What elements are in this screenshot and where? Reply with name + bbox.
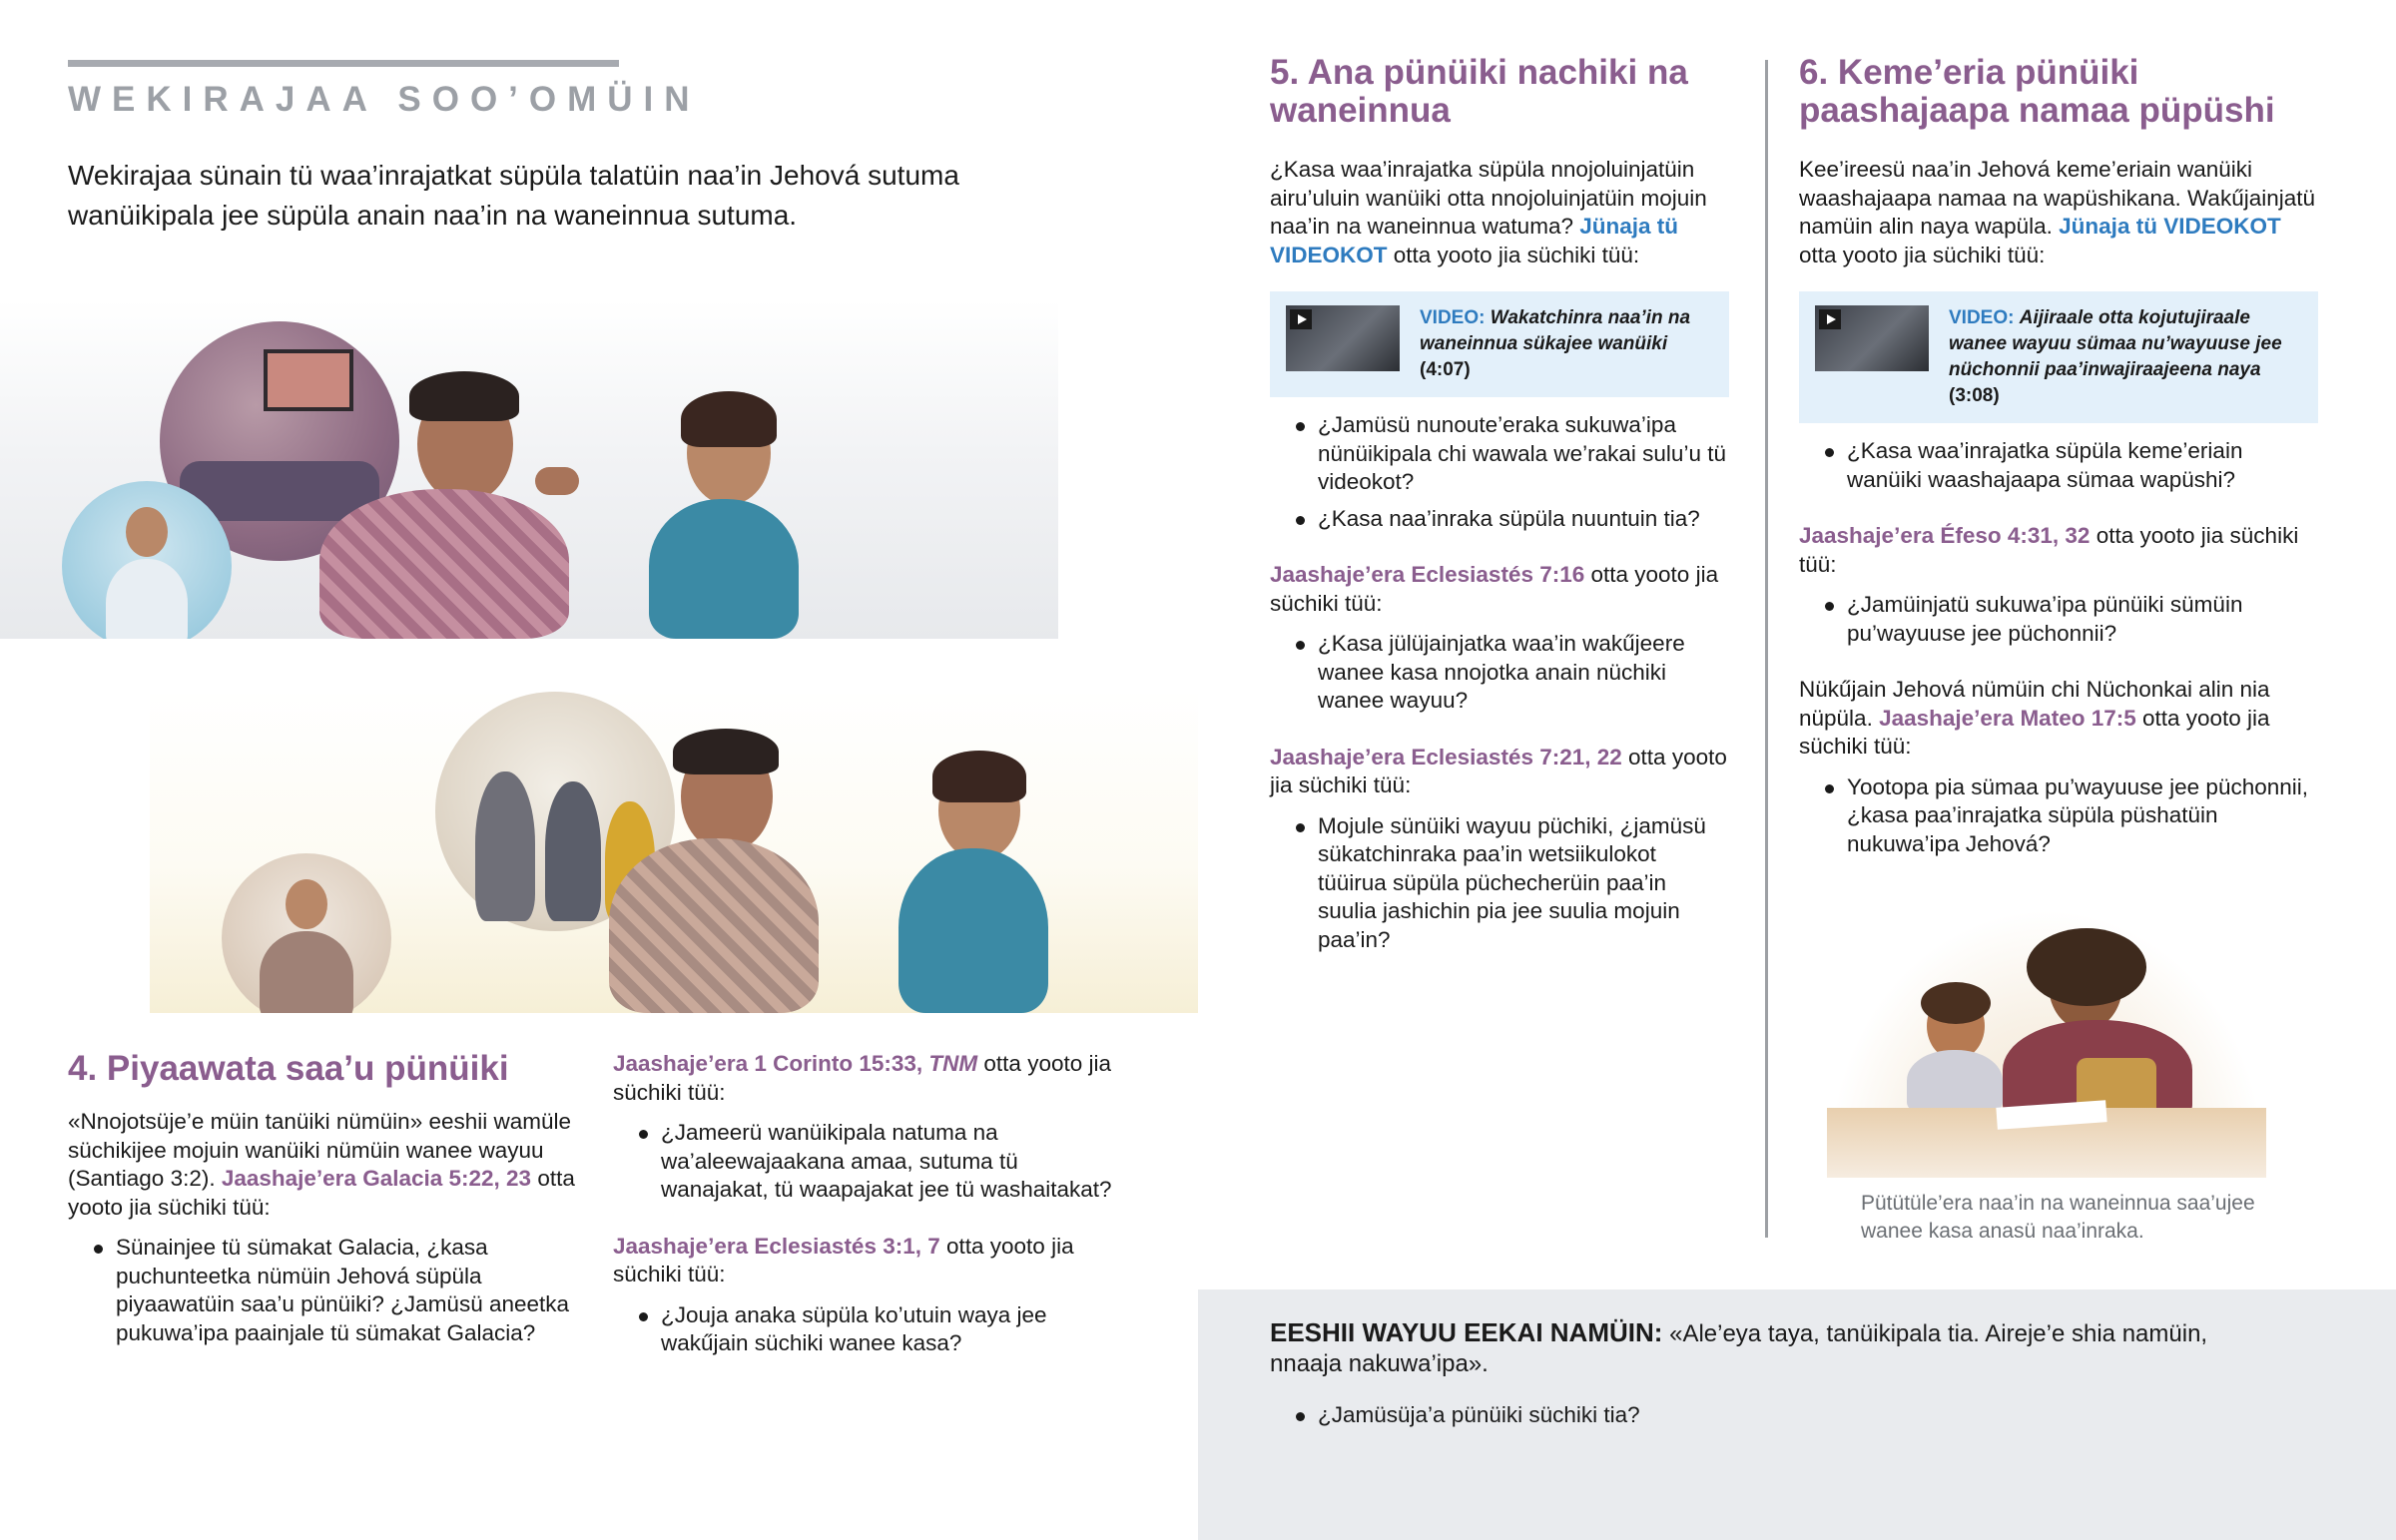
question-list (1270, 1401, 2268, 1438)
section-4-title: 4. Piyaawata saa’u pünüiki (68, 1049, 509, 1088)
video-card[interactable] (1799, 291, 2318, 423)
list-item: ¿Kasa waa’inrajatka süpüla keme’eriain wanüiki waashajaapa sümaa wapüshi? (1799, 437, 2318, 494)
list-item: Sünainjee tü sümakat Galacia, ¿kasa puchunteetka nümüin Jehová süpüla piyaawatüin saa’u pünüiki? ¿Jamüsü aneetka pukuwa’ipa paainjale tü sümakat Galacia? (68, 1234, 587, 1347)
question-list (1270, 630, 1729, 716)
play-icon (1290, 309, 1312, 329)
list-item: ¿Jamüsüja’a pünüiki süchiki tia? (1270, 1401, 2268, 1430)
section-4-continued (613, 1050, 1112, 1366)
list-item: ¿Jamüsü nunoute’eraka sukuwa’ipa nünüikipala chi wawala we’rakai sulu’u tü videokot? (1270, 411, 1729, 497)
question-list (1799, 437, 2318, 494)
question-list (1799, 591, 2318, 648)
video-link[interactable]: Jünaja tü VIDEOKOT (2059, 214, 2281, 239)
section-label: WEKIRAJAA SOO’OMÜIN (68, 80, 701, 119)
section-6-paragraph-2: Nükűjain Jehová nümüin chi Nüchonkai alin nia nüpüla. Jaashaje’era Mateo 17:5 otta yooto jia süchiki tüü: (1799, 677, 2270, 759)
section-5-title: 5. Ana pünüiki nachiki na waneinnua (1270, 53, 1688, 130)
video-thumbnail[interactable] (1286, 305, 1400, 371)
section-4-paragraph: «Nnojotsüje’e müin tanüiki nümüin» eeshii wamüle süchikijee mojuin wanüiki nümüin wanee wayuu (Santiago 3:2). Jaashaje’era Galacia 5:22, 23 otta yooto jia süchiki tüü: (68, 1109, 575, 1220)
scripture-paragraph: Jaashaje’era Eclesiastés 7:16 otta yooto jia süchiki tüü: (1270, 562, 1719, 616)
question-list (613, 1301, 1112, 1358)
list-item: Yootopa pia sümaa pu’wayuuse jee püchonnii, ¿kasa paa’inrajatka süpüla püshatüin nukuwa’ipa Jehová? (1799, 773, 2318, 859)
section-5-paragraph: ¿Kasa waa’inrajatka süpüla nnojoluinjatüin airu’uluin wanüiki otta nnojoluinjatüin mojuin naa’in na waneinnua watuma? Jünaja tü VIDEOKOT otta yooto jia süchiki tüü: (1270, 157, 1707, 267)
scripture-reference[interactable]: Jaashaje’era Galacia 5:22, 23 (221, 1166, 532, 1191)
section-6 (1799, 54, 2318, 866)
reading-circle (222, 853, 391, 1013)
section-6-paragraph: Kee’ireesü naa’in Jehová keme’eriain wanüiki waashajaapa namaa na wapüshikana. Wakűjainjatü namüin alin naya wapüla. Jünaja tü VIDEOKOT otta yooto jia süchiki tüü: (1799, 157, 2316, 267)
scripture-paragraph: Jaashaje’era Eclesiastés 7:21, 22 otta yooto jia süchiki tüü: (1270, 744, 1727, 797)
illustration-mother-child (1827, 908, 2266, 1178)
list-item: Mojule sünüiki wayuu püchiki, ¿jamüsü sükatchinraka paa’in wetsiikulokot tüüirua süpüla püchecherüin paa’in suulia jashichin pia jee suulia mojuin paa’in? (1270, 812, 1729, 955)
illustration-reconciliation (150, 689, 1198, 1013)
list-item: ¿Jouja anaka süpüla ko’utuin waya jee wakűjain süchiki wanee kasa? (613, 1301, 1112, 1358)
list-item: ¿Jameerü wanüikipala natuma na wa’aleewajaakana amaa, sutuma tü wanajakat, tü waapajakat jee tü washaitakat? (613, 1119, 1112, 1205)
scripture-reference[interactable]: Jaashaje’era Mateo 17:5 (1879, 705, 2136, 731)
video-thumbnail[interactable] (1815, 305, 1929, 371)
list-item: ¿Kasa naa’inraka süpüla nuuntuin tia? (1270, 505, 1729, 534)
scripture-paragraph: Jaashaje’era Eclesiastés 3:1, 7 otta yooto jia süchiki tüü: (613, 1233, 1074, 1286)
section-5 (1270, 54, 1729, 962)
video-link[interactable]: Jünaja tü VIDEOKOT (1270, 214, 1679, 267)
scripture-paragraph: Jaashaje’era Éfeso 4:31, 32 otta yooto jia süchiki tüü: (1799, 523, 2299, 577)
scripture-reference[interactable]: Jaashaje’era Eclesiastés 7:16 (1270, 562, 1585, 587)
scripture-reference[interactable]: Jaashaje’era 1 Corinto 15:33, (613, 1051, 929, 1076)
play-icon (1819, 309, 1841, 329)
video-description: VIDEO: Wakatchinra naa’in na waneinnua sükajee wanüiki (4:07) (1420, 307, 1691, 380)
scripture-reference[interactable]: Jaashaje’era Eclesiastés 3:1, 7 (613, 1233, 940, 1259)
discussion-band (1198, 1289, 2396, 1540)
question-list (1799, 773, 2318, 859)
question-list (1270, 812, 1729, 955)
mother-child-caption: Pütütüle’era naa’in na waneinnua saa’ujee wanee kasa anasü naa’inraka. (1861, 1192, 2255, 1243)
video-card[interactable] (1270, 291, 1729, 397)
list-item: ¿Kasa jülüjainjatka waa’in wakűjeere wanee kasa nnojotka anain nüchiki wanee wayuu? (1270, 630, 1729, 716)
section-6-title: 6. Keme’eria pünüiki paashajaapa namaa püpüshi (1799, 53, 2275, 130)
illustration-argument (0, 299, 1058, 639)
scripture-reference[interactable]: Jaashaje’era Éfeso 4:31, 32 (1799, 523, 2091, 548)
objection-quote: EESHII WAYUU EEKAI NAMÜIN: «Ale’eya taya, tanüikipala tia. Aireje’e shia namüin, nnaaja nakuwa’ipa». (1270, 1317, 2208, 1377)
video-description: VIDEO: Aijiraale otta kojutujiraale wanee wayuu sümaa nu’wayuuse jee nüchonnii paa’inwajiraajeena naya (3:08) (1949, 307, 2282, 406)
scripture-reference[interactable]: Jaashaje’era Eclesiastés 7:21, 22 (1270, 744, 1622, 770)
scripture-paragraph: Jaashaje’era 1 Corinto 15:33, TNM otta yooto jia süchiki tüü: (613, 1051, 1111, 1105)
column-divider (1765, 60, 1768, 1238)
section-4-questions (68, 1234, 587, 1347)
section-4 (68, 1050, 587, 1355)
intro-paragraph: Wekirajaa sünain tü waa’inrajatkat süpüla talatüin naa’in Jehová sutuma wanüikipala jee süpüla anain naa’in na waneinnua sutuma. (68, 160, 959, 231)
question-list (613, 1119, 1112, 1205)
section-rule (68, 60, 619, 67)
list-item: ¿Jamüinjatü sukuwa’ipa pünüiki sümüin pu’wayuuse jee püchonnii? (1799, 591, 2318, 648)
question-list (1270, 411, 1729, 533)
headphones-circle (62, 481, 232, 639)
